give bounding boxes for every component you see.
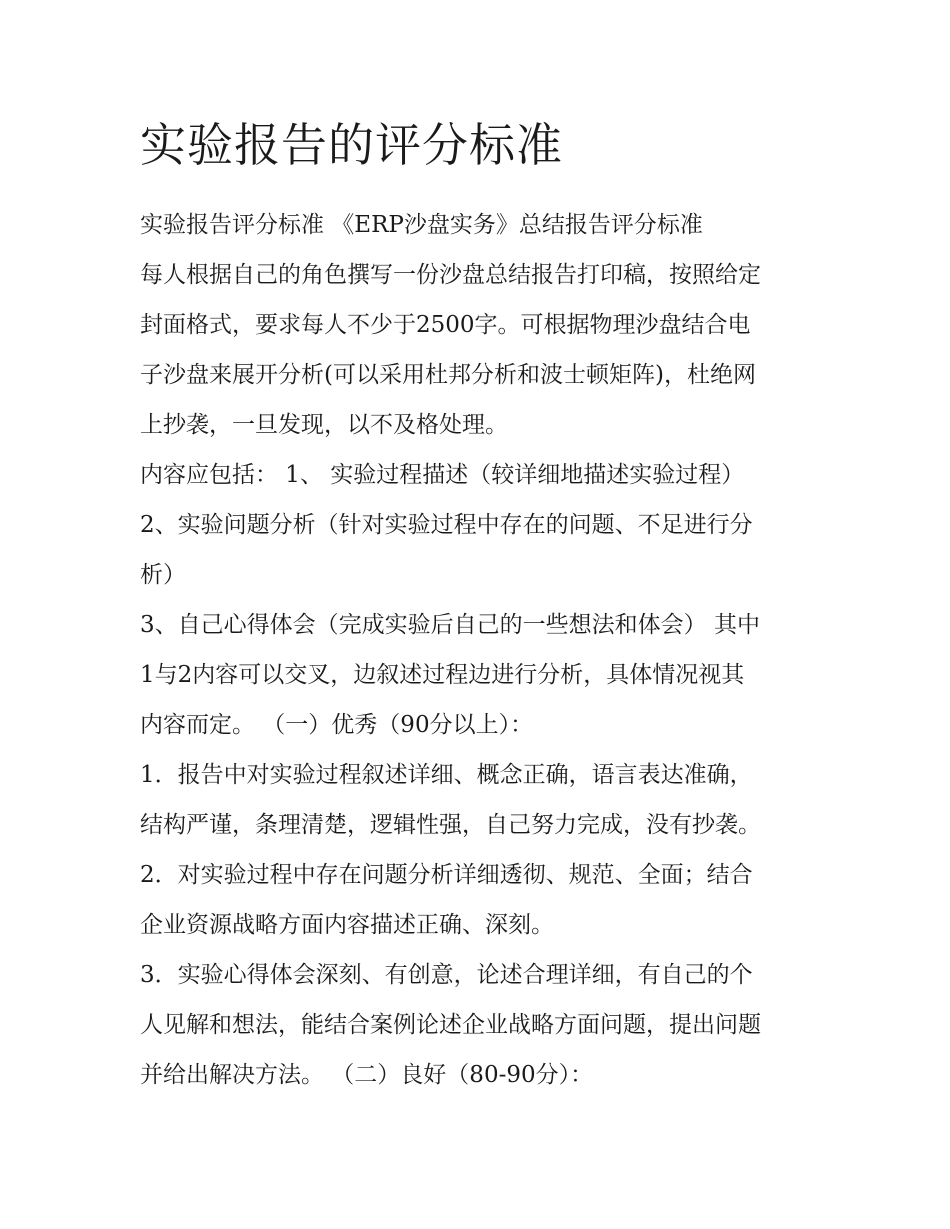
text-line: 实验报告评分标准 《ERP沙盘实务》总结报告评分标准: [140, 212, 703, 238]
text-line: 子沙盘来展开分析(可以采用杜邦分析和波士顿矩阵)，杜绝网: [140, 362, 756, 388]
text-line: 2、实验问题分析（针对实验过程中存在的问题、不足进行分: [140, 512, 753, 538]
text-line: 上抄袭，一旦发现，以不及格处理。: [140, 412, 508, 438]
text-line: 内容应包括： 1、 实验过程描述（较详细地描述实验过程）: [140, 462, 745, 488]
text-line: 企业资源战略方面内容描述正确、深刻。: [140, 912, 554, 938]
text-line: 内容而定。 （一）优秀（90分以上）：: [140, 712, 534, 738]
document-title: 实验报告的评分标准: [140, 118, 563, 172]
text-line: 每人根据自己的角色撰写一份沙盘总结报告打印稿，按照给定: [140, 262, 761, 288]
text-line: 3．实验心得体会深刻、有创意，论述合理详细，有自己的个: [140, 962, 753, 988]
text-line: 析）: [140, 562, 186, 588]
text-line: 并给出解决方法。 （二）良好（80-90分）：: [140, 1062, 594, 1088]
text-line: 人见解和想法，能结合案例论述企业战略方面问题，提出问题: [140, 1012, 761, 1038]
text-line: 3、自己心得体会（完成实验后自己的一些想法和体会） 其中: [140, 612, 760, 638]
text-line: 1与2内容可以交叉，边叙述过程边进行分析，具体情况视其: [140, 662, 745, 688]
text-line: 结构严谨，条理清楚，逻辑性强，自己努力完成，没有抄袭。: [140, 812, 761, 838]
text-line: 封面格式，要求每人不少于2500字。可根据物理沙盘结合电: [140, 312, 751, 338]
document-body: [140, 200, 820, 1102]
text-line: 2．对实验过程中存在问题分析详细透彻、规范、全面；结合: [140, 862, 753, 888]
text-line: 1．报告中对实验过程叙述详细、概念正确，语言表达准确，: [140, 762, 753, 788]
